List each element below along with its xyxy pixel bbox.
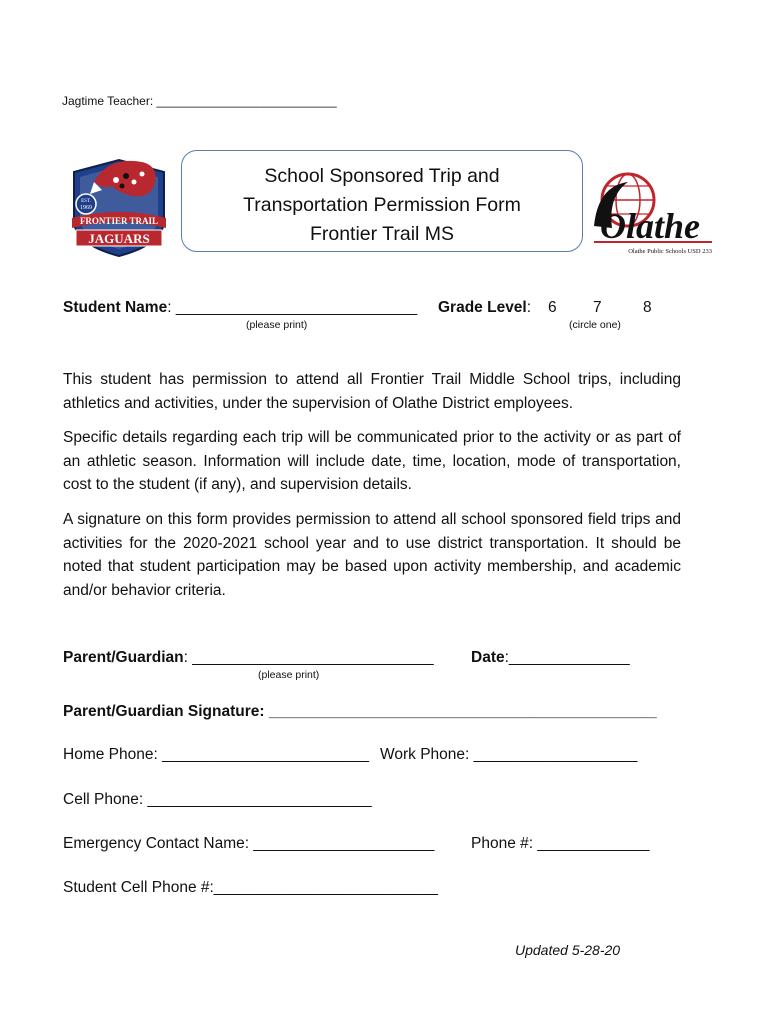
date-field[interactable] [471, 649, 630, 667]
student-cell-phone-field[interactable]: Student Cell Phone #:__________________________ [63, 879, 438, 896]
date-line[interactable]: :______________ [504, 649, 630, 666]
logo-mascot: JAGUARS [88, 231, 150, 246]
olathe-wordmark: Olathe [600, 206, 701, 246]
parent-signature-line[interactable]: _____________________________________________ [268, 703, 657, 720]
title-line-1: School Sponsored Trip and [264, 165, 500, 187]
paragraph-signature-info: A signature on this form provides permission to attend all school sponsored field trips and activities for the 2020-2021 school year and to use district transportation. It should be noted that student participation may be based upon activity membership, and academic and/or behavior criteria. [63, 511, 681, 599]
student-name-line[interactable]: : ____________________________ [167, 299, 418, 316]
student-name-label: Student Name [63, 299, 168, 316]
grade-option-7[interactable]: 7 [593, 299, 602, 316]
grade-hint: (circle one) [569, 319, 621, 331]
date-label: Date [471, 649, 505, 666]
student-name-field[interactable] [63, 299, 417, 317]
frontier-trail-jaguars-logo [64, 152, 174, 260]
paragraph-details: Specific details regarding each trip will be communicated prior to the activity or as part of an athletic season. Information will include date, time, location, mode of transportation, cost to the student (if any), and supervision details. [63, 429, 681, 493]
form-title-box [181, 150, 583, 252]
title-line-2: Transportation Permission Form [243, 194, 521, 216]
parent-signature-label: Parent/Guardian Signature: [63, 703, 269, 720]
olathe-district-name: Olathe Public Schools USD 233 [628, 248, 712, 255]
logo-school-name: FRONTIER TRAIL [79, 216, 159, 226]
work-phone-field[interactable]: Work Phone: ___________________ [380, 746, 638, 763]
jagtime-teacher-field[interactable]: Jagtime Teacher: ___________________________ [62, 94, 337, 108]
updated-date: Updated 5-28-20 [515, 942, 621, 958]
cell-phone-field[interactable]: Cell Phone: __________________________ [63, 791, 372, 808]
home-phone-field[interactable]: Home Phone: ________________________ [63, 746, 369, 763]
grade-level-field: Grade Level: [438, 299, 532, 316]
grade-option-8[interactable]: 8 [643, 299, 652, 316]
olathe-logo [588, 166, 716, 258]
grade-option-6[interactable]: 6 [548, 299, 557, 316]
parent-guardian-line[interactable]: : ____________________________ [183, 649, 434, 666]
title-line-3: Frontier Trail MS [309, 223, 455, 245]
parent-guardian-hint: (please print) [258, 669, 320, 681]
logo-est: EST. [81, 199, 91, 204]
parent-guardian-field[interactable] [63, 649, 434, 667]
paragraph-permission: This student has permission to attend all Frontier Trail Middle School trips, including athletics and activities, under the supervision of Olathe District employees. [63, 371, 681, 412]
parent-guardian-label: Parent/Guardian [63, 649, 184, 666]
emergency-phone-field[interactable]: Phone #: _____________ [471, 835, 650, 852]
parent-signature-field[interactable] [63, 703, 657, 721]
emergency-contact-name-field[interactable]: Emergency Contact Name: _____________________ [63, 835, 435, 852]
student-name-hint: (please print) [246, 319, 308, 331]
logo-year: 1969 [80, 205, 92, 211]
grade-level-label: Grade Level [438, 299, 527, 316]
